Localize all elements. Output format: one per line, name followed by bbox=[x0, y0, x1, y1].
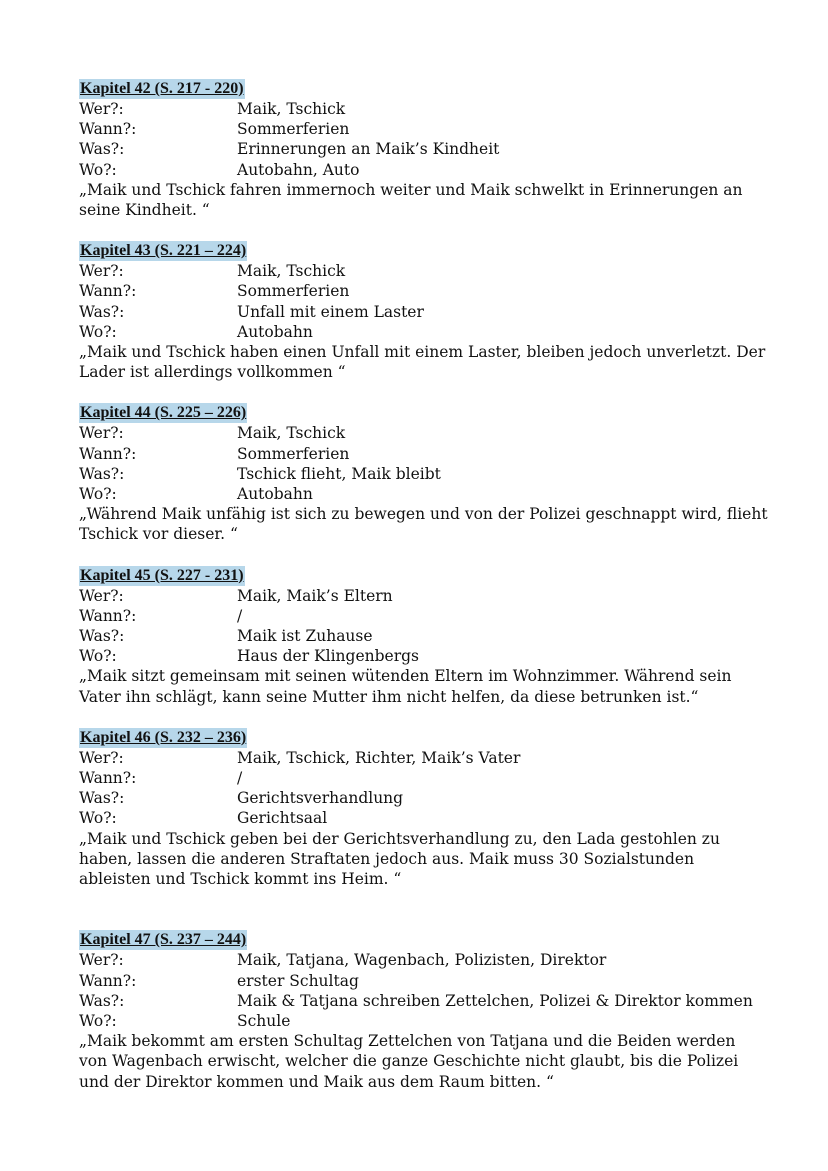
chapter-42 bbox=[79, 78, 768, 220]
chapter-45 bbox=[79, 565, 768, 707]
chapter-summary: „Während Maik unfähig ist sich zu bewegen und von der Polizei geschnappt wird, flieht Tschick vor dieser. “ bbox=[79, 505, 768, 544]
where-row bbox=[79, 322, 768, 342]
what-label: Was?: bbox=[79, 464, 125, 483]
chapter-43 bbox=[79, 240, 768, 382]
chapter-heading: Kapitel 44 (S. 225 – 226) bbox=[80, 404, 247, 422]
where-label: Wo?: bbox=[79, 809, 117, 828]
when-value: / bbox=[237, 769, 243, 788]
when-label: Wann?: bbox=[79, 444, 137, 463]
chapter-summary: „Maik sitzt gemeinsam mit seinen wütenden Eltern im Wohnzimmer. Während sein Vater ihn schlägt, kann seine Mutter ihm nicht helfen, da diese betrunken ist.“ bbox=[79, 667, 732, 706]
when-row bbox=[79, 444, 768, 464]
who-label: Wer?: bbox=[79, 748, 124, 767]
chapter-heading: Kapitel 42 (S. 217 - 220) bbox=[80, 80, 244, 97]
what-value: Erinnerungen an Maik’s Kindheit bbox=[237, 140, 500, 159]
what-value: Maik & Tatjana schreiben Zettelchen, Polizei & Direktor kommen bbox=[237, 991, 753, 1010]
when-value: Sommerferien bbox=[237, 444, 350, 463]
what-label: Was?: bbox=[79, 991, 125, 1010]
where-label: Wo?: bbox=[79, 160, 117, 179]
who-row bbox=[79, 950, 768, 970]
where-label: Wo?: bbox=[79, 485, 117, 504]
what-row bbox=[79, 139, 768, 159]
who-row bbox=[79, 423, 768, 443]
where-value: Autobahn bbox=[237, 485, 313, 504]
what-row bbox=[79, 788, 768, 808]
where-value: Haus der Klingenbergs bbox=[237, 647, 419, 666]
when-row bbox=[79, 606, 768, 626]
chapter-46 bbox=[79, 727, 768, 889]
what-value: Tschick flieht, Maik bleibt bbox=[237, 464, 441, 483]
chapter-heading: Kapitel 46 (S. 232 – 236) bbox=[80, 728, 247, 746]
where-label: Wo?: bbox=[79, 322, 117, 341]
chapter-47 bbox=[79, 929, 768, 1091]
when-row bbox=[79, 281, 768, 301]
where-label: Wo?: bbox=[79, 1011, 117, 1030]
what-label: Was?: bbox=[79, 627, 125, 646]
what-label: Was?: bbox=[79, 789, 125, 808]
when-value: Sommerferien bbox=[237, 282, 350, 301]
when-row bbox=[79, 768, 768, 788]
when-value: erster Schultag bbox=[237, 971, 359, 990]
what-row bbox=[79, 302, 768, 322]
what-row bbox=[79, 626, 768, 646]
when-row bbox=[79, 119, 768, 139]
where-label: Wo?: bbox=[79, 647, 117, 666]
where-row bbox=[79, 484, 768, 504]
chapter-44 bbox=[79, 402, 768, 544]
what-value: Gerichtsverhandlung bbox=[237, 789, 404, 808]
who-value: Maik, Maik’s Eltern bbox=[237, 586, 393, 605]
who-row bbox=[79, 586, 768, 606]
when-label: Wann?: bbox=[79, 971, 137, 990]
when-value: Sommerferien bbox=[237, 120, 350, 139]
what-value: Unfall mit einem Laster bbox=[237, 302, 424, 321]
chapter-summary: „Maik und Tschick geben bei der Gerichtsverhandlung zu, den Lada gestohlen zu haben, lassen die anderen Straftaten jedoch aus. Maik muss 30 Sozialstunden ableisten und Tschick kommt ins Heim. “ bbox=[79, 829, 720, 889]
when-label: Wann?: bbox=[79, 769, 137, 788]
where-row bbox=[79, 808, 768, 828]
chapter-heading: Kapitel 45 (S. 227 - 231) bbox=[80, 566, 244, 584]
when-label: Wann?: bbox=[79, 606, 137, 625]
who-value: Maik, Tatjana, Wagenbach, Polizisten, Direktor bbox=[237, 951, 607, 970]
where-row bbox=[79, 646, 768, 666]
what-label: Was?: bbox=[79, 140, 125, 159]
who-label: Wer?: bbox=[79, 262, 124, 281]
who-row bbox=[79, 99, 768, 119]
when-label: Wann?: bbox=[79, 282, 137, 301]
where-value: Autobahn bbox=[237, 322, 313, 341]
who-value: Maik, Tschick bbox=[237, 100, 346, 118]
what-label: Was?: bbox=[79, 302, 125, 321]
where-value: Autobahn, Auto bbox=[237, 160, 360, 179]
when-row bbox=[79, 971, 768, 991]
who-label: Wer?: bbox=[79, 424, 124, 443]
who-label: Wer?: bbox=[79, 100, 124, 118]
where-row bbox=[79, 160, 768, 180]
chapter-summary: „Maik bekommt am ersten Schultag Zettelchen von Tatjana und die Beiden werden von Wagenbach erwischt, welcher die ganze Geschichte nicht glaubt, bis die Polizei und der Direktor kommen und Maik aus dem Raum bitten. “ bbox=[79, 1032, 739, 1091]
chapter-summary: „Maik und Tschick fahren immernoch weiter und Maik schwelkt in Erinnerungen an seine Kindheit. “ bbox=[79, 180, 743, 220]
who-row bbox=[79, 261, 768, 281]
where-value: Gerichtsaal bbox=[237, 809, 328, 828]
who-row bbox=[79, 748, 768, 768]
chapter-heading: Kapitel 43 (S. 221 – 224) bbox=[80, 242, 247, 260]
who-value: Maik, Tschick bbox=[237, 262, 346, 281]
when-value: / bbox=[237, 606, 243, 625]
chapter-summary: „Maik und Tschick haben einen Unfall mit einem Laster, bleiben jedoch unverletzt. Der Lader ist allerdings vollkommen “ bbox=[79, 343, 766, 382]
what-row bbox=[79, 464, 768, 484]
who-value: Maik, Tschick bbox=[237, 424, 346, 443]
where-value: Schule bbox=[237, 1011, 291, 1030]
what-row bbox=[79, 991, 768, 1011]
what-value: Maik ist Zuhause bbox=[237, 627, 373, 646]
when-label: Wann?: bbox=[79, 120, 137, 139]
who-label: Wer?: bbox=[79, 586, 124, 605]
where-row bbox=[79, 1011, 768, 1031]
chapter-heading: Kapitel 47 (S. 237 – 244) bbox=[80, 931, 247, 949]
who-value: Maik, Tschick, Richter, Maik’s Vater bbox=[237, 748, 521, 767]
who-label: Wer?: bbox=[79, 951, 124, 970]
